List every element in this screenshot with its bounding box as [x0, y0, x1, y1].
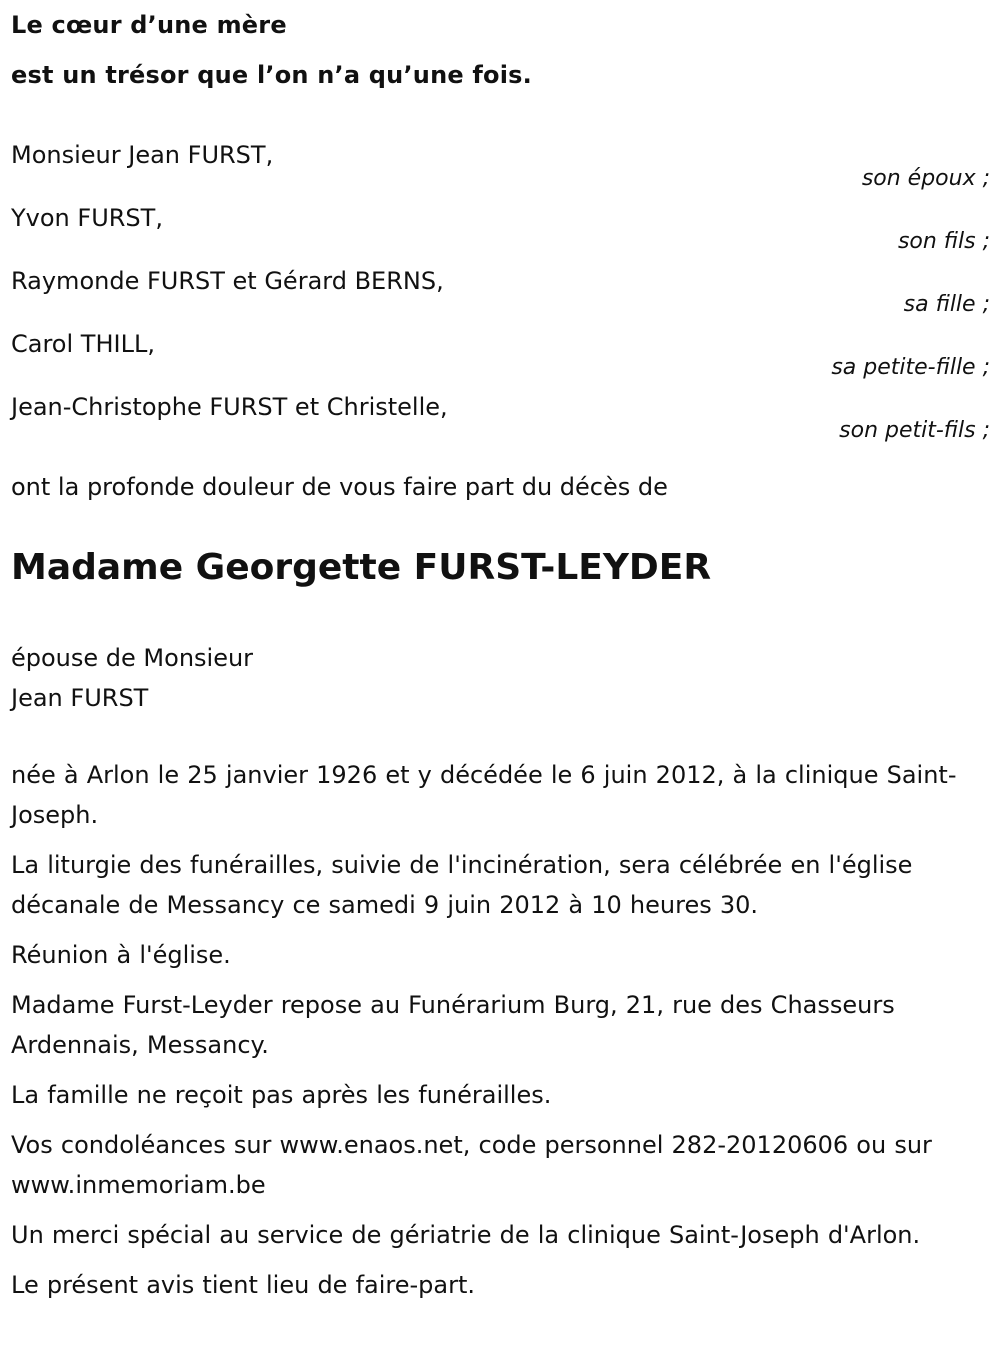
family-member-name: Raymonde FURST et Gérard BERNS, [11, 267, 444, 295]
family-member-name: Monsieur Jean FURST, [11, 141, 274, 169]
family-member-relation: sa petite-fille ; [831, 355, 990, 380]
spouse-info [11, 638, 611, 718]
family-member-relation: son petit-fils ; [839, 418, 990, 443]
notice-paragraph: Le présent avis tient lieu de faire-part. [11, 1271, 476, 1299]
resting-place-paragraph: Madame Furst-Leyder repose au Funérarium Burg, 21, rue des Chasseurs Ardennais, Messancy. [11, 991, 895, 1059]
family-member-relation: son fils ; [897, 229, 990, 254]
spouse-line-1: épouse de Monsieur [11, 644, 254, 672]
quote-line-2: est un trésor que l’on n’a qu’une fois. [11, 61, 532, 89]
announcement-intro: ont la profonde douleur de vous faire part du décès de [11, 473, 668, 501]
condolences-paragraph: Vos condoléances sur www.enaos.net, code personnel 282-20120606 ou sur www.inmemoriam.be [11, 1131, 932, 1199]
deceased-name: Madame Georgette FURST-LEYDER [11, 547, 712, 588]
spouse-line-2: Jean FURST [11, 684, 149, 712]
family-reception-paragraph: La famille ne reçoit pas après les funérailles. [11, 1081, 552, 1109]
family-member-relation: sa fille ; [903, 292, 990, 317]
family-member-relation: son époux ; [861, 166, 990, 191]
family-member-name: Jean-Christophe FURST et Christelle, [11, 393, 448, 421]
birth-death-paragraph: née à Arlon le 25 janvier 1926 et y décédée le 6 juin 2012, à la clinique Saint-Joseph. [11, 761, 957, 829]
funeral-paragraph: La liturgie des funérailles, suivie de l'incinération, sera célébrée en l'église décanale de Messancy ce samedi 9 juin 2012 à 10 heures 30. [11, 851, 913, 919]
meeting-paragraph: Réunion à l'église. [11, 941, 231, 969]
quote-line-1: Le cœur d’une mère [11, 11, 287, 39]
family-member-name: Yvon FURST, [11, 204, 163, 232]
thanks-paragraph: Un merci spécial au service de gériatrie de la clinique Saint-Joseph d'Arlon. [11, 1221, 921, 1249]
family-member-name: Carol THILL, [11, 330, 155, 358]
details-section [11, 755, 991, 1315]
